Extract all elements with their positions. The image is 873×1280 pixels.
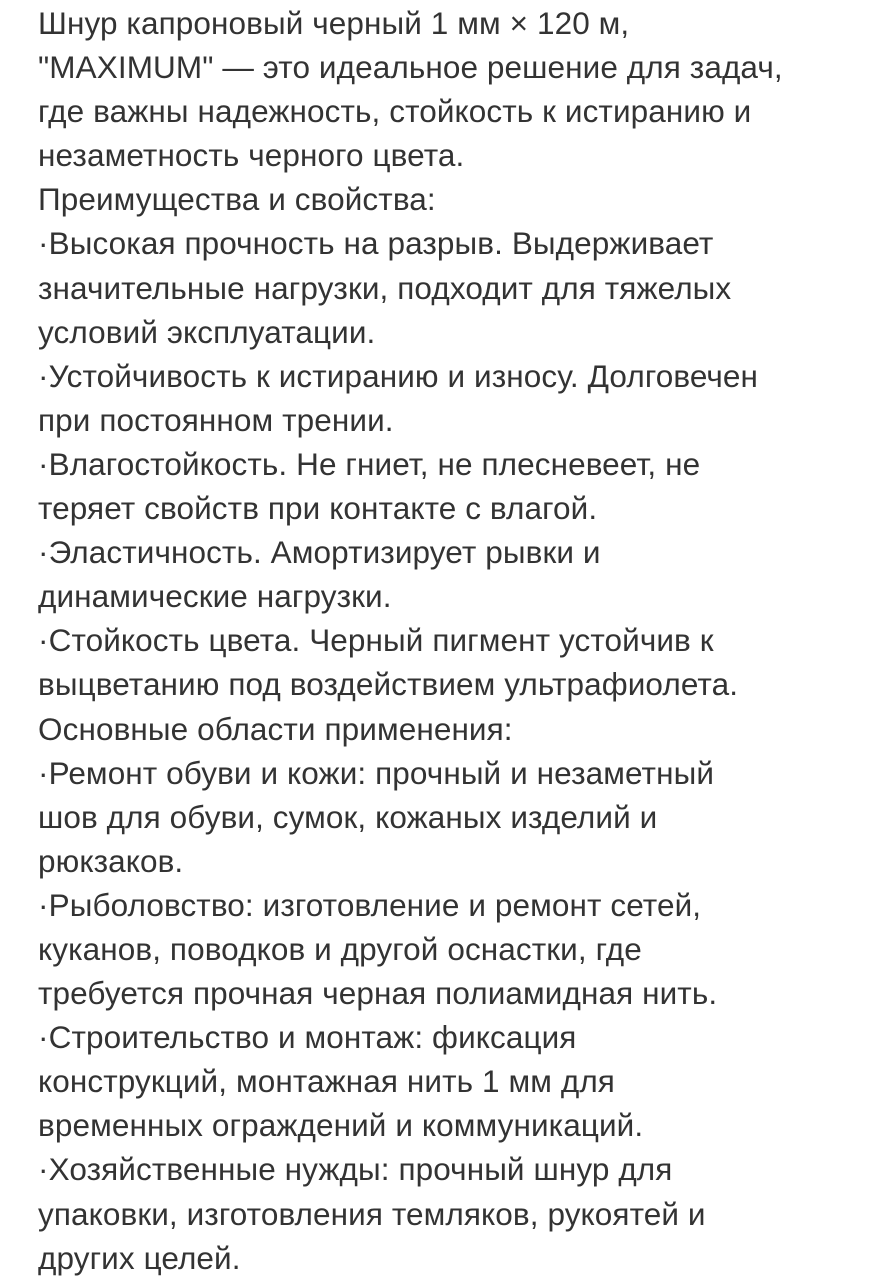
text-line: конструкций, монтажная нить 1 мм для [38, 1063, 615, 1100]
product-description [38, 1, 853, 1280]
text-line: Шнур капроновый черный 1 мм × 120 м, [38, 5, 630, 41]
text-line: условий эксплуатации. [38, 313, 376, 350]
text-line: выцветанию под воздействием ультрафиолета. [38, 666, 739, 703]
text-line: ·Эластичность. Амортизирует рывки и [38, 534, 601, 571]
text-line: Преимущества и свойства: [38, 181, 436, 218]
text-line: ·Стойкость цвета. Черный пигмент устойчив к [38, 622, 714, 659]
text-line: ·Хозяйственные нужды: прочный шнур для [38, 1151, 673, 1188]
text-line: ·Рыболовство: изготовление и ремонт сетей, [38, 886, 702, 923]
text-line: при постоянном трении. [38, 401, 394, 438]
text-line: незаметность черного цвета. [38, 137, 465, 174]
text-line: где важны надежность, стойкость к истиранию и [38, 93, 752, 130]
text-line: теряет свойств при контакте с влагой. [38, 490, 598, 527]
text-line: куканов, поводков и другой оснастки, где [38, 930, 642, 967]
text-line: Основные области применения: [38, 710, 513, 747]
text-line: шов для обуви, сумок, кожаных изделий и [38, 798, 658, 835]
text-line: временных ограждений и коммуникаций. [38, 1107, 644, 1144]
text-line: ·Устойчивость к истиранию и износу. Долговечен [38, 357, 759, 394]
text-line: других целей. [38, 1239, 241, 1276]
text-line: динамические нагрузки. [38, 578, 392, 615]
text-line: значительные нагрузки, подходит для тяжелых [38, 269, 732, 306]
text-line: требуется прочная черная полиамидная нить. [38, 975, 718, 1012]
text-line: ·Влагостойкость. Не гниет, не плесневеет, не [38, 445, 701, 482]
text-line: ·Строительство и монтаж: фиксация [38, 1019, 577, 1056]
text-line: "MAXIMUM" — это идеальное решение для задач, [38, 49, 783, 86]
text-line: ·Высокая прочность на разрыв. Выдерживает [38, 225, 714, 262]
text-line: рюкзаков. [38, 842, 184, 879]
text-line: упаковки, изготовления темляков, рукоятей и [38, 1195, 706, 1232]
text-line: ·Ремонт обуви и кожи: прочный и незаметный [38, 754, 715, 791]
